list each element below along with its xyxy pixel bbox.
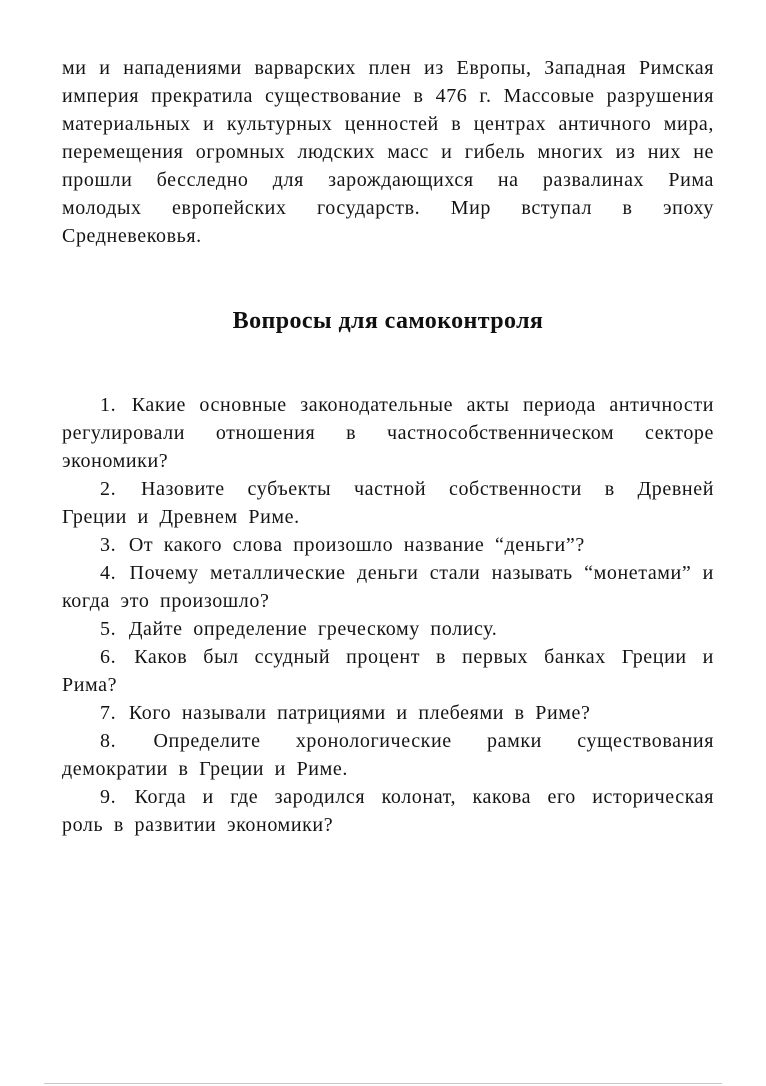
questions-list [62,391,714,839]
question-item [62,391,714,475]
question-item [62,475,714,531]
question-number: 6. [100,646,117,668]
question-text: Какие основные законодательные акты периода античности регулировали отношения в частнособственническом секторе экономики? [62,394,714,472]
question-text: Кого называли патрициями и плебеями в Риме? [128,702,591,724]
question-item [62,615,714,643]
question-number: 1. [100,394,117,416]
question-text: Определите хронологические рамки существования демократии в Греции и Риме. [62,730,714,780]
question-text: Дайте определение греческому полису. [128,618,498,640]
question-item [62,643,714,699]
scan-artifact-line [44,1083,722,1084]
question-number: 3. [100,534,117,556]
question-text: Почему металлические деньги стали называть “монетами” и когда это произошло? [62,562,714,612]
question-number: 7. [100,702,117,724]
question-text: Когда и где зародился колонат, какова его историческая роль в развитии экономики? [62,786,714,836]
question-item [62,783,714,839]
question-text: Каков был ссудный процент в первых банках Греции и Рима? [62,646,714,696]
question-number: 8. [100,730,117,752]
question-item [62,699,714,727]
question-text: Назовите субъекты частной собственности в Древней Греции и Древнем Риме. [62,478,715,528]
question-text: От какого слова произошло название “деньги”? [128,534,585,556]
question-number: 5. [100,618,117,640]
question-number: 2. [100,478,117,500]
intro-paragraph: ми и нападениями варварских плен из Европы, Западная Римская империя прекратила существование в 476 г. Массовые разрушения материальных и культурных ценностей в центрах античного мира, перемещения огромных людских масс и гибель многих из них не прошли бесследно для зарождающихся на развалинах Рима молодых европейских государств. Мир вступал в эпоху Средневековья. [62,57,714,247]
question-item [62,727,714,783]
question-number: 4. [100,562,117,584]
question-item [62,531,714,559]
question-number: 9. [100,786,117,808]
question-item [62,559,714,615]
section-heading: Вопросы для самоконтроля [232,308,544,334]
